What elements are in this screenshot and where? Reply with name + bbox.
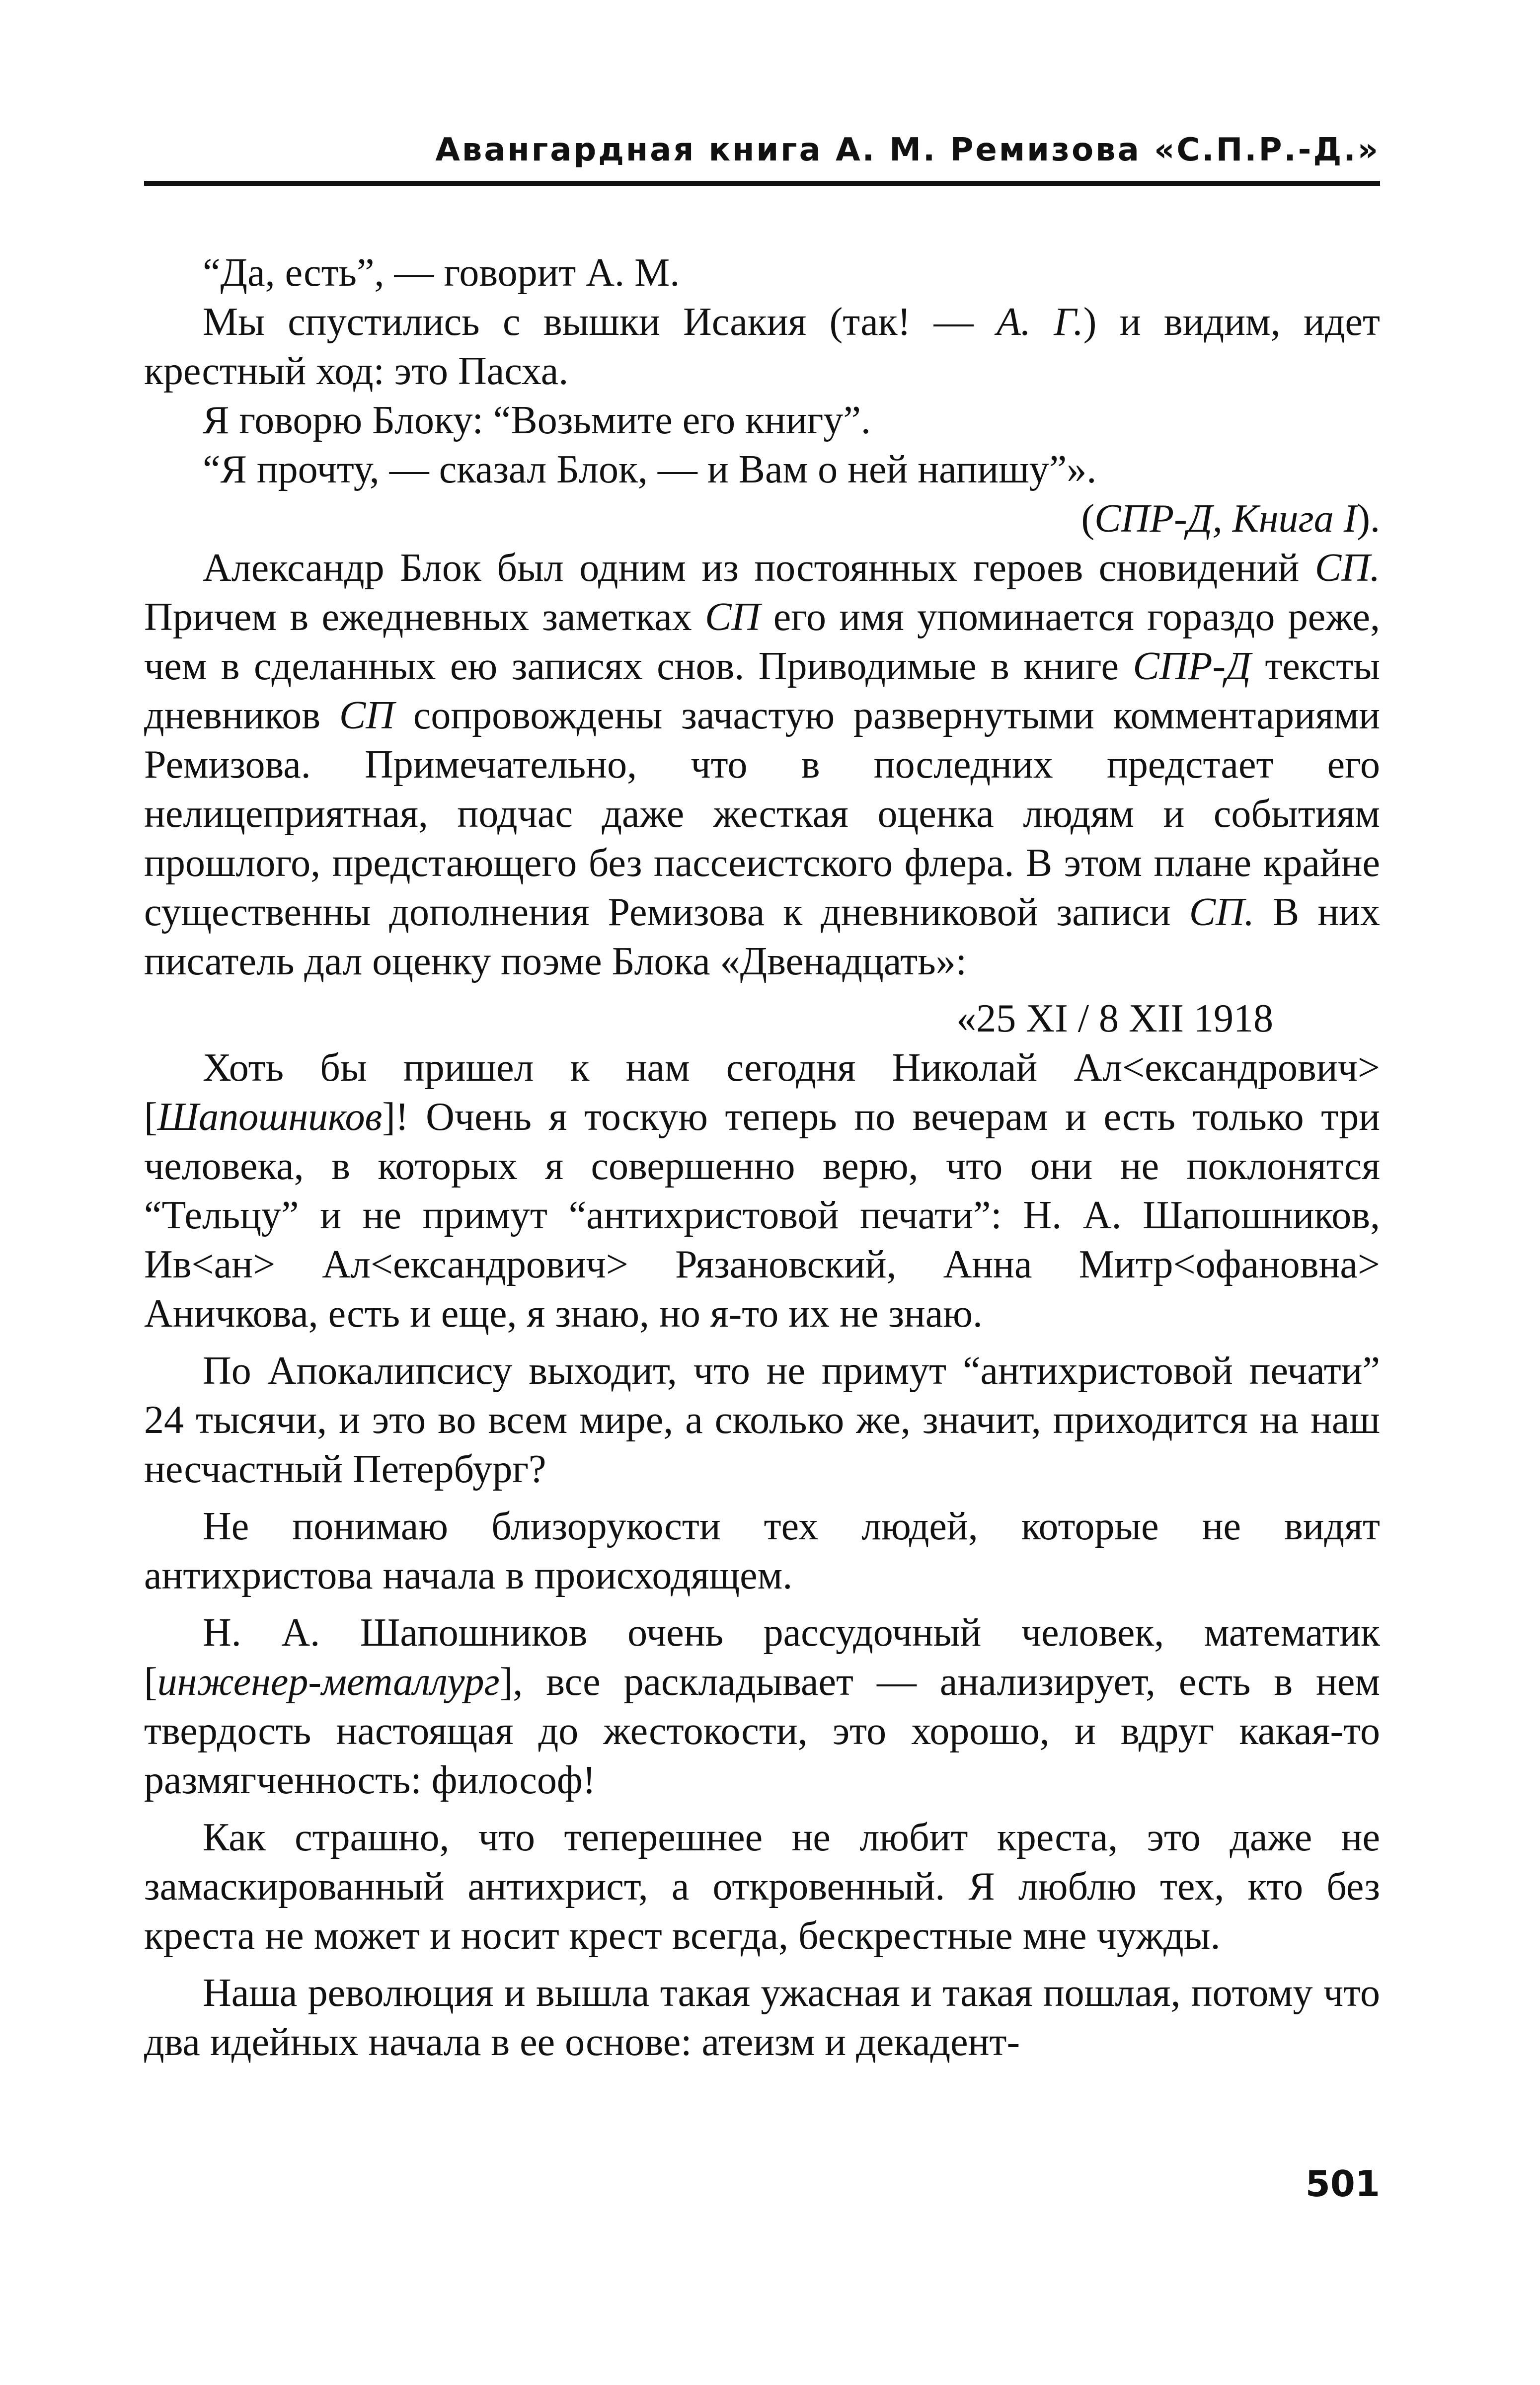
paragraph-text: Не понимаю близорукости тех людей, которые не видят антихристова начала в происходящем.	[144, 1505, 1380, 1597]
page-body	[144, 248, 1380, 2067]
paragraph-text: Наша революция и вышла такая ужасная и такая пошлая, потому что два идейных начала в ее основе: атеизм и декадент-	[144, 1971, 1380, 2064]
paragraph	[144, 396, 1380, 445]
paragraph-text: ) и видим, идет крестный ход: это Пасха.	[144, 300, 1381, 393]
abbreviation: СП	[705, 595, 761, 639]
paragraph-text: сопровождены зачастую развернутыми комментариями Ремизова. Примечательно, что в последних предстает его нелицеприятная, подчас даже жесткая оценка людям и событиям прошлого, предстающего без пассеистского флера. В этом плане крайне существенны дополнения Ремизова к дневниковой записи	[144, 694, 1381, 934]
citation-paren: ).	[1357, 497, 1380, 541]
paragraph	[144, 1043, 1380, 1339]
source-citation	[144, 494, 1380, 544]
paragraph	[144, 248, 1380, 298]
paragraph	[144, 544, 1380, 986]
running-head: Авангардная книга А. М. Ремизова «С.П.Р.-Д.»	[435, 132, 1380, 168]
paragraph-text: Причем в ежедневных заметках	[144, 595, 705, 639]
citation-reference: СПР-Д, Книга I	[1094, 497, 1357, 541]
paragraph-text: тексты дневников	[144, 644, 1381, 737]
paragraph-text: Я говорю Блоку: “Возьмите его книгу”.	[203, 398, 871, 442]
paragraph	[144, 298, 1380, 396]
paragraph-text: ]! Очень я тоскую теперь по вечерам и есть только три человека, в которых я совершенно верю, что они не поклонятся “Тельцу” и не примут “антихристовой печати”: Н. А. Шапошников, Ив<ан> Ал<ександрович> Рязановский, Анна Митр<офановна> Аничкова, есть и еще, я знаю, но я-то их не знаю.	[144, 1095, 1380, 1336]
paragraph-text: Как страшно, что теперешнее не любит креста, это даже не замаскированный антихрист, а откровенный. Я люблю тех, кто без креста не может и носит крест всегда, бескрестные мне чужды.	[144, 1816, 1380, 1958]
paragraph-text: “Да, есть”, — говорит А. М.	[203, 251, 680, 295]
abbreviation: СП	[339, 694, 394, 737]
paragraph	[144, 1502, 1380, 1600]
paragraph-text: Н. А. Шапошников очень рассудочный человек, математик [	[144, 1611, 1380, 1704]
diary-date: «25 XI / 8 XII 1918	[956, 997, 1273, 1040]
citation-paren: (	[1081, 497, 1095, 541]
paragraph	[144, 1969, 1380, 2067]
abbreviation: СПР-Д	[1133, 644, 1251, 688]
abbreviation: СП.	[1189, 890, 1254, 934]
paragraph	[144, 445, 1380, 494]
paragraph	[144, 1813, 1380, 1961]
paragraph-text: “Я прочту, — сказал Блок, — и Вам о ней напишу”».	[203, 448, 1097, 491]
paragraph-text: По Апокалипсису выходит, что не примут “антихристовой печати” 24 тысячи, и это во всем мире, а сколько же, значит, приходится на наш несчастный Петербург?	[144, 1349, 1380, 1491]
paragraph-text: Александр Блок был одним из постоянных героев сновидений	[203, 546, 1315, 590]
paragraph	[144, 1608, 1380, 1805]
editorial-insert: инженер-металлург	[157, 1660, 500, 1704]
abbreviation: СП.	[1314, 546, 1380, 590]
paragraph-text: В них писатель дал оценку поэме Блока «Двенадцать»:	[144, 890, 1380, 983]
editorial-insert: Шапошников	[157, 1095, 383, 1139]
header-rule	[144, 181, 1380, 186]
paragraph	[144, 1347, 1380, 1494]
paragraph-text: Мы спустились с вышки Исакия (так! —	[203, 300, 997, 344]
page-number: 501	[1305, 2163, 1380, 2205]
paragraph-text: ], все раскладывает — анализирует, есть в нем твердость настоящая до жестокости, это хорошо, и вдруг какая-то размягченность: философ!	[144, 1660, 1380, 1802]
paragraph-text: Хоть бы пришел к нам сегодня Николай Ал<ександрович> [	[144, 1046, 1380, 1139]
paragraph-text: его имя упоминается гораздо реже, чем в сделанных ею записях снов. Приводимые в книге	[144, 595, 1381, 688]
editor-initials: А. Г.	[996, 300, 1083, 344]
